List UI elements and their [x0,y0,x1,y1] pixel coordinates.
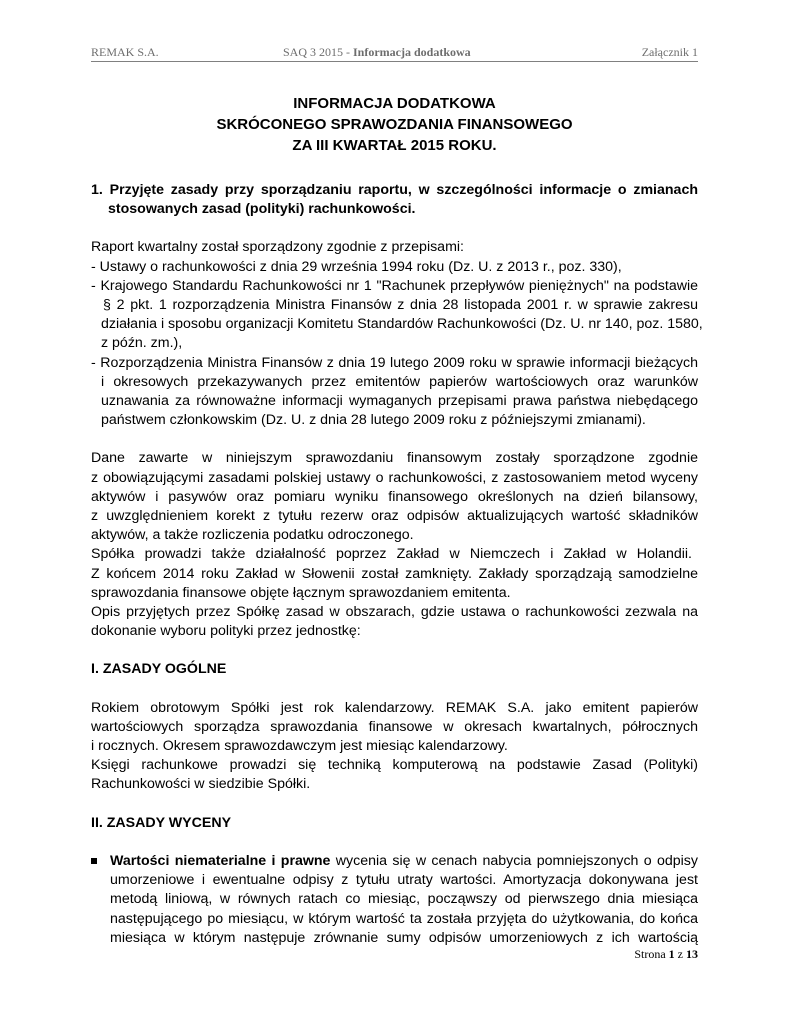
text-line: uznawania za równoważne informacji wymaganych przepisami prawa państwa niebędącego [101,393,698,410]
section-1-line: 1. Przyjęte zasady przy sporządzaniu raportu, w szczególności informacje o zmianach [91,182,698,198]
text-line: Rokiem obrotowym Spółki jest rok kalendarzowy. REMAK S.A. jako emitent papierów [91,699,698,716]
header-doc-prefix: SAQ 3 2015 - [283,45,354,59]
text-line: - Rozporządzenia Ministra Finansów z dnia 19 lutego 2009 roku w sprawie informacji bieżących [91,354,698,371]
document-title [91,93,698,156]
text-line: i rocznych. Okresem sprawozdawczym jest miesiąc kalendarzowy. [91,738,508,755]
footer-page-total: 13 [686,947,698,961]
text-line: Spółka prowadzi także działalność poprzez Zakład w Niemczech i Zakład w Holandii. [91,546,692,563]
text-line: Księgi rachunkowe prowadzi się techniką komputerową na podstawie Zasad (Polityki) [91,757,698,774]
bullet-term-rest: wycenia się w cenach nabycia pomniejszonych o odpisy [330,852,698,869]
section-1-heading [91,181,698,219]
intro-paragraph [91,238,703,430]
text-line: metodą liniową, w równych ratach co miesiąc, począwszy od pierwszego dnia miesiąca [110,891,698,908]
document-body [91,181,703,948]
header-document [283,45,471,60]
text-line: umorzeniowe i ewentualne odpisy z tytułu utraty wartości. Amortyzacja dokonywana jest [110,872,698,889]
footer-page-of: z [674,947,686,961]
text-line: i okresowych przekazywanych przez emitentów papierów wartościowych oraz warunków [101,373,698,390]
text-line [110,852,698,871]
page-header [91,44,698,62]
title-line-3: ZA III KWARTAŁ 2015 ROKU. [292,137,497,154]
footer-page-word: Strona [634,947,669,961]
footer-page-current: 1 [668,947,675,961]
section-heading-valuation: II. ZASADY WYCENY [91,814,232,831]
bullet-term: Wartości niematerialne i prawne [110,852,331,869]
title-line-2: SKRÓCONEGO SPRAWOZDANIA FINANSOWEGO [216,116,573,133]
text-line: z późn. zm.), [101,335,183,352]
text-line: - Krajowego Standardu Rachunkowości nr 1 "Rachunek przepływów pieniężnych" na podstawie [91,277,698,294]
text-line: Opis przyjętych przez Spółkę zasad w obszarach, gdzie ustawa o rachunkowości zezwala na [91,604,698,621]
header-attachment: Załącznik 1 [641,45,698,59]
text-line: z obowiązującymi zasadami polskiej ustawy o rachunkowości, z zastosowaniem metod wyceny [91,469,698,486]
section-1-line: stosowanych zasad (polityki) rachunkowości. [108,201,416,218]
text-line: wartościowych sporządza sprawozdania finansowe w okresach kwartalnych, półrocznych [91,718,698,735]
text-line: sprawozdania finansowe objęte łącznym sprawozdaniem emitenta. [91,584,511,601]
text-line: § 2 pkt. 1 rozporządzenia Ministra Finansów z dnia 28 listopada 2001 r. w sprawie zakresu [103,297,698,314]
text-line: aktywów i pasywów oraz pomiaru wyniku finansowego określonych na dzień bilansowy, [91,488,698,505]
section-heading-general: I. ZASADY OGÓLNE [91,661,227,678]
text-line: działania i sposobu organizacji Komitetu Standardów Rachunkowości (Dz. U. nr 140, poz. 1580, [101,316,703,333]
square-bullet-icon [91,858,97,864]
text-line: z uwzględnieniem korekt z tytułu rezerw oraz odpisów aktualizujących wartość składników [91,508,698,525]
title-line-1: INFORMACJA DODATKOWA [293,95,496,112]
text-line: aktywów, a także rozliczenia podatku odroczonego. [91,527,414,544]
header-doc-title: Informacja dodatkowa [353,45,471,59]
text-line: Z końcem 2014 roku Zakład w Słowenii został zamknięty. Zakłady sporządzają samodzielne [91,565,698,582]
header-company: REMAK S.A. [91,45,159,59]
text-line: Dane zawarte w niniejszym sprawozdaniu finansowym zostały sporządzone zgodnie [91,450,698,467]
page-footer [634,947,698,962]
text-line: - Ustawy o rachunkowości z dnia 29 września 1994 roku (Dz. U. z 2013 r., poz. 330), [91,258,622,275]
text-line: państwem członkowskim (Dz. U. z dnia 28 lutego 2009 roku z późniejszymi zmianami). [101,412,646,429]
data-paragraph [91,449,698,641]
text-line: Raport kwartalny został sporządzony zgodnie z przepisami: [91,239,464,256]
text-line: miesiąca w którym następuje zrównanie sumy odpisów umorzeniowych z ich wartością [110,929,698,946]
valuation-bullet-item [91,852,698,948]
text-line: Rachunkowości w siedzibie Spółki. [91,776,311,793]
text-line: dokonanie wyboru polityki przez jednostkę: [91,623,361,640]
text-line: następującego po miesiącu, w którym wartość ta została przyjęta do użytkowania, do końca [110,910,698,927]
general-paragraph [91,699,698,795]
